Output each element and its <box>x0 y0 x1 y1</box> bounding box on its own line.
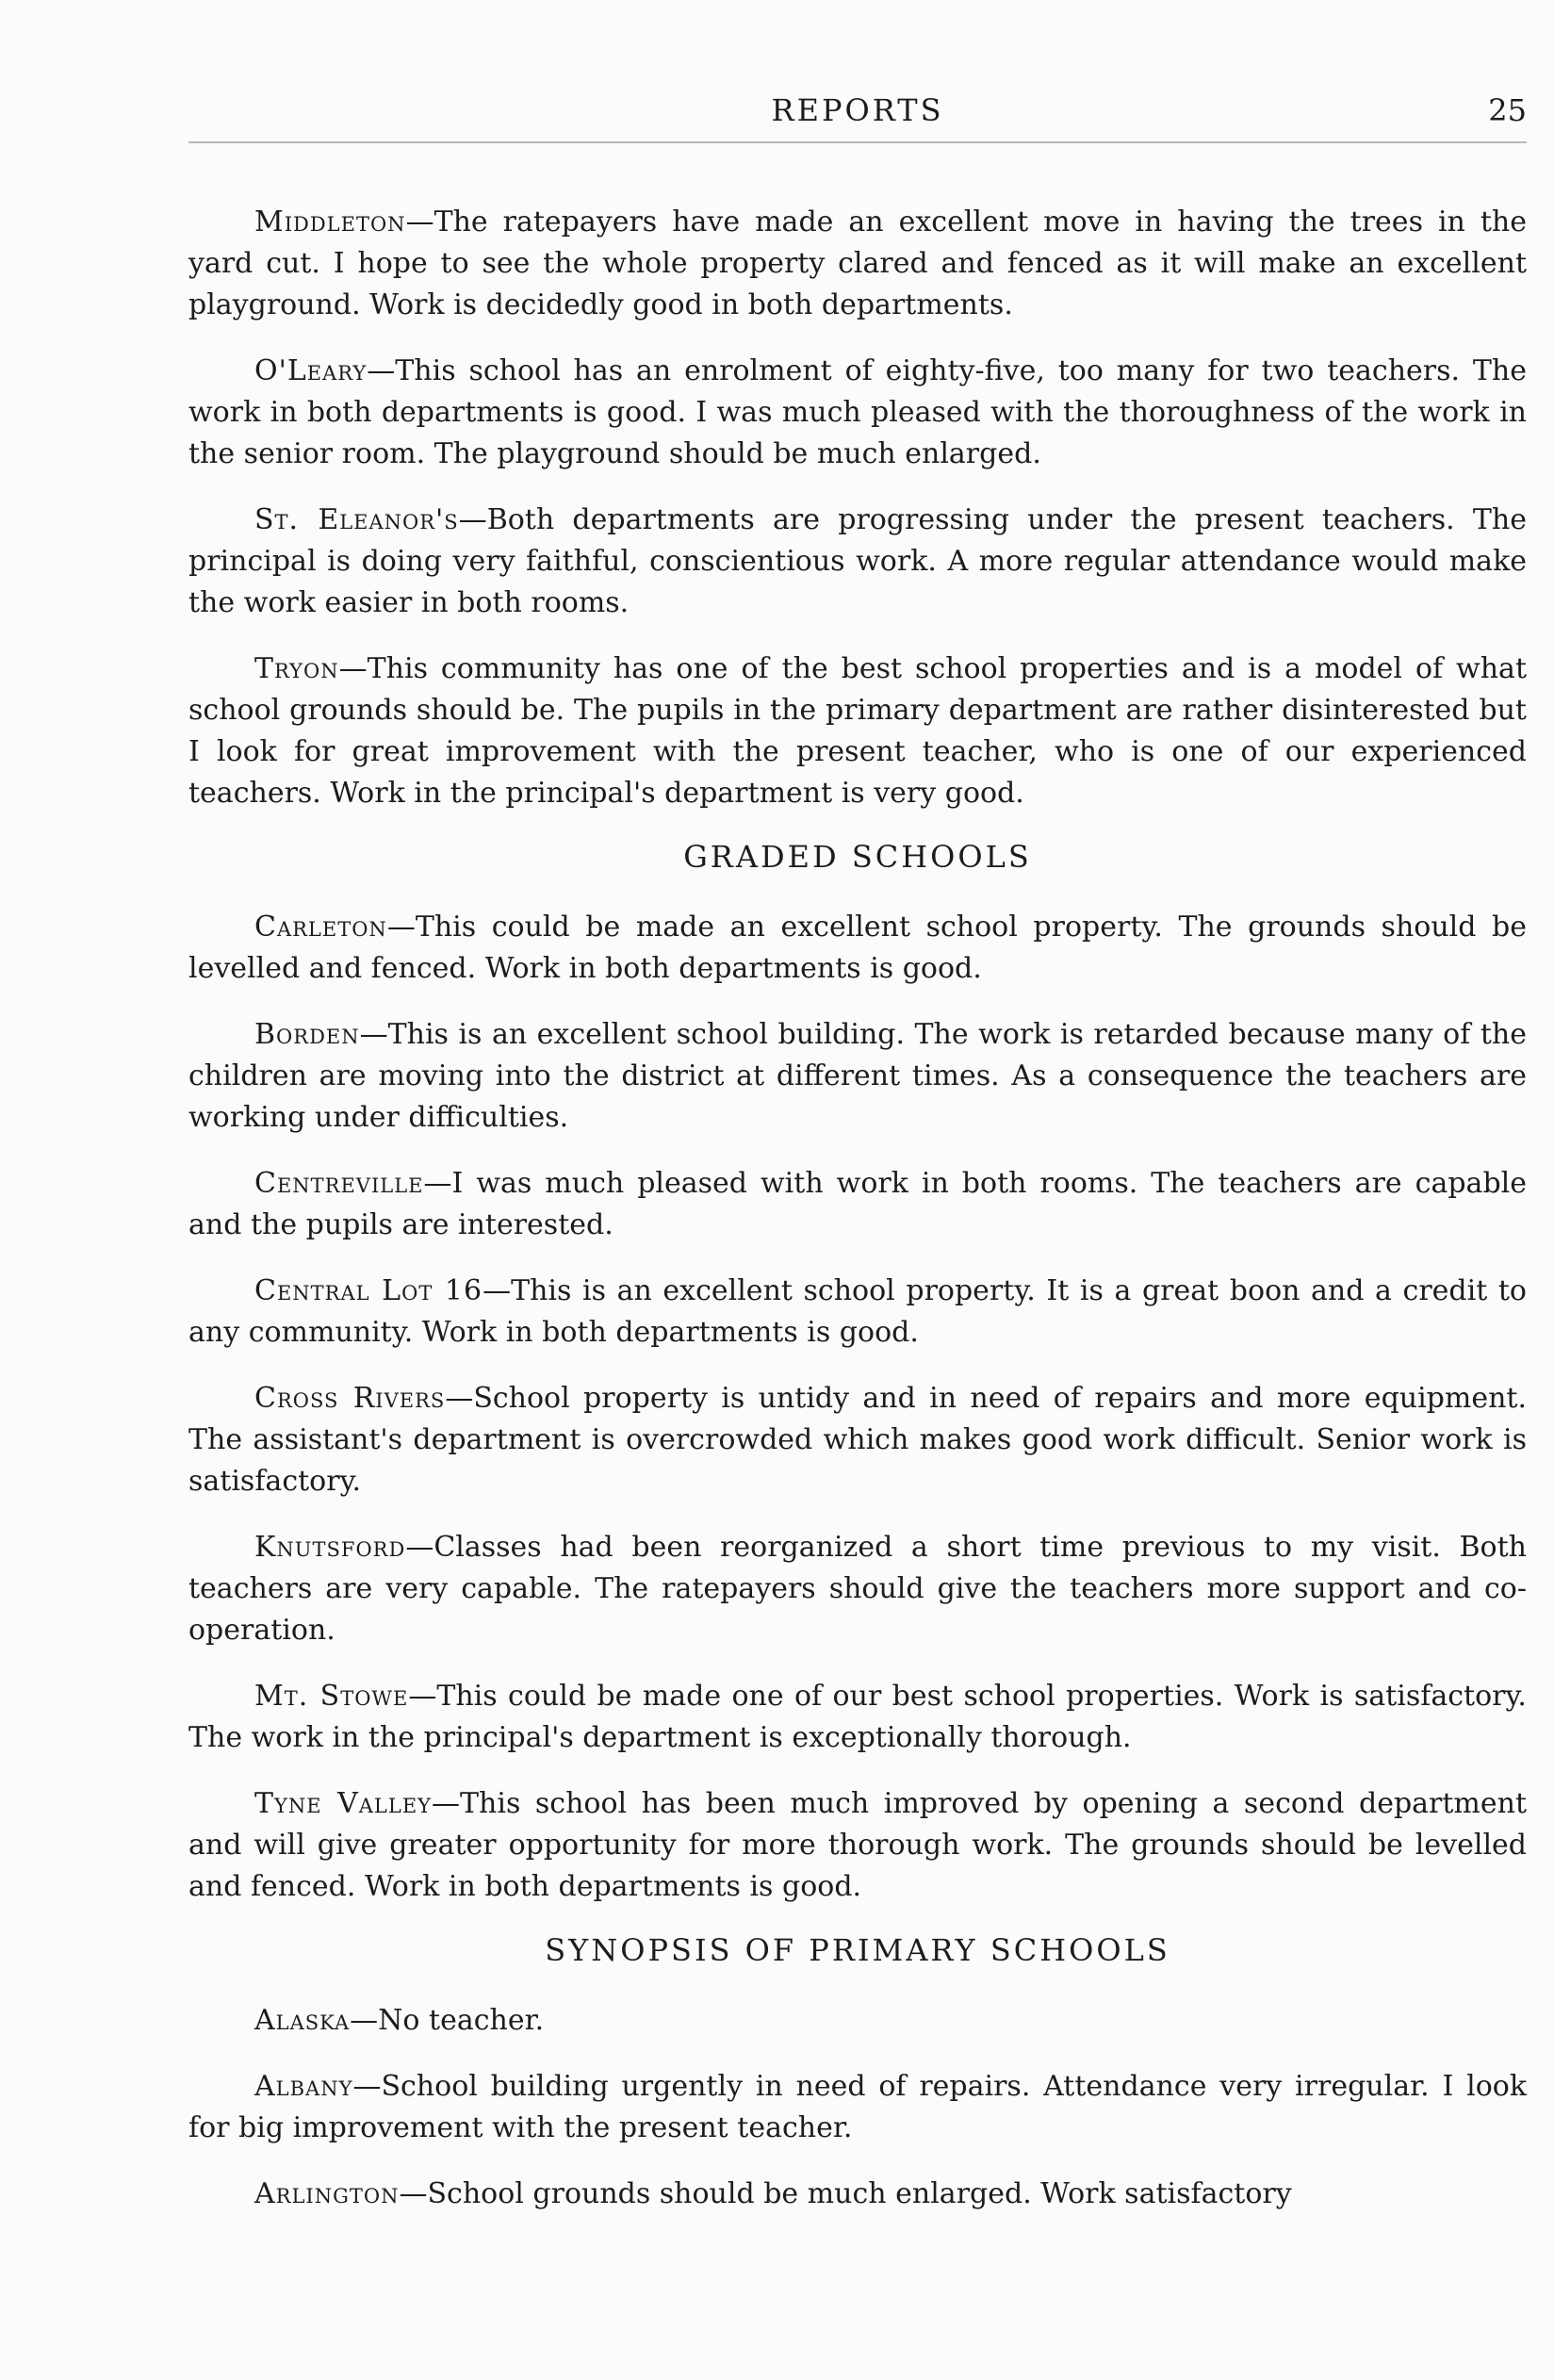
report-entry-alaska <box>188 2000 1527 2042</box>
school-report-text: —This could be made one of our best school properties. Work is satisfactory. The work in the principal's department is exceptionally thorough. <box>188 1680 1527 1754</box>
school-report-text: —This community has one of the best school properties and is a model of what school grounds should be. The pupils in the primary department are rather disinterested but I look for great improvement with the present teacher, who is one of our experienced teachers. Work in the principal's department is very good. <box>188 652 1527 810</box>
school-name: Knutsford <box>254 1531 406 1564</box>
page-number: 25 <box>1488 92 1527 128</box>
school-report-text: —School grounds should be much enlarged. Work satisfactory <box>399 2177 1292 2210</box>
report-entry-carleton <box>188 907 1527 990</box>
school-name: Arlington <box>254 2177 400 2210</box>
school-report-text: —Both departments are progressing under the present teachers. The principal is doing very faithful, conscientious work. A more regular attendance would make the work easier in both rooms. <box>188 503 1527 619</box>
report-entry-knutsford <box>188 1527 1527 1651</box>
report-entry-cross-rivers <box>188 1378 1527 1502</box>
school-report-text: —This could be made an excellent school property. The grounds should be levelled and fenced. Work in both departments is good. <box>188 911 1527 985</box>
school-name: Centreville <box>254 1167 424 1200</box>
report-entry-borden <box>188 1014 1527 1139</box>
school-name: Carleton <box>254 911 387 944</box>
report-entry-middleton <box>188 202 1527 326</box>
school-name: Central Lot 16 <box>254 1274 483 1307</box>
report-entry-central-lot-16 <box>188 1271 1527 1354</box>
school-report-text: —The ratepayers have made an excellent move in having the trees in the yard cut. I hope to see the whole property clared and fenced as it will make an excellent playground. Work is decidedly good in both departments. <box>188 205 1527 321</box>
school-report-text: —School property is untidy and in need of repairs and more equipment. The assistant's department is overcrowded which makes good work difficult. Senior work is satisfactory. <box>188 1382 1528 1498</box>
school-report-text: —School building urgently in need of repairs. Attendance very irregular. I look for big improvement with the present teacher. <box>188 2070 1527 2144</box>
page-header <box>188 87 1527 143</box>
report-entry-mt-stowe <box>188 1676 1527 1759</box>
school-name: Tryon <box>254 652 339 685</box>
school-name: Tyne Valley <box>254 1787 433 1820</box>
primary-schools-heading: SYNOPSIS OF PRIMARY SCHOOLS <box>545 1932 1170 1968</box>
school-name: Alaska <box>254 2004 351 2037</box>
school-name: St. Eleanor's <box>254 503 459 536</box>
school-report-text: —This school has an enrolment of eighty-five, too many for two teachers. The work in both departments is good. I was much pleased with the thoroughness of the work in the senior room. The playground should be much enlarged. <box>188 354 1527 470</box>
school-report-text: —No teacher. <box>350 2004 545 2037</box>
school-report-text: —Classes had been reorganized a short time previous to my visit. Both teachers are very capable. The ratepayers should give the teachers more support and co-operation. <box>188 1531 1527 1647</box>
school-name: Albany <box>254 2070 353 2103</box>
report-entry-oleary <box>188 351 1527 475</box>
report-entry-tryon <box>188 648 1527 814</box>
report-entry-albany <box>188 2066 1527 2149</box>
school-name: Mt. Stowe <box>254 1680 409 1713</box>
school-name: O'Leary <box>254 354 368 387</box>
running-title: REPORTS <box>771 92 944 128</box>
report-entry-centreville <box>188 1163 1527 1246</box>
school-report-text: —This school has been much improved by opening a second department and will give greater opportunity for more thorough work. The grounds should be levelled and fenced. Work in both departments is good. <box>188 1787 1528 1903</box>
graded-schools-heading: GRADED SCHOOLS <box>683 839 1032 875</box>
report-entry-st-eleanors <box>188 500 1527 624</box>
report-entry-arlington <box>188 2174 1527 2215</box>
school-name: Borden <box>254 1018 360 1051</box>
school-name: Middleton <box>254 205 406 238</box>
report-entry-tyne-valley <box>188 1783 1527 1908</box>
school-report-text: —This is an excellent school building. The work is retarded because many of the children are moving into the district at different times. As a consequence the teachers are working under difficulties. <box>188 1018 1527 1134</box>
school-report-text: —This is an excellent school property. It is a great boon and a credit to any community. Work in both departments is good. <box>188 1274 1527 1349</box>
report-page <box>188 87 1527 2240</box>
school-name: Cross Rivers <box>254 1382 446 1415</box>
school-report-text: —I was much pleased with work in both rooms. The teachers are capable and the pupils are interested. <box>188 1167 1527 1241</box>
